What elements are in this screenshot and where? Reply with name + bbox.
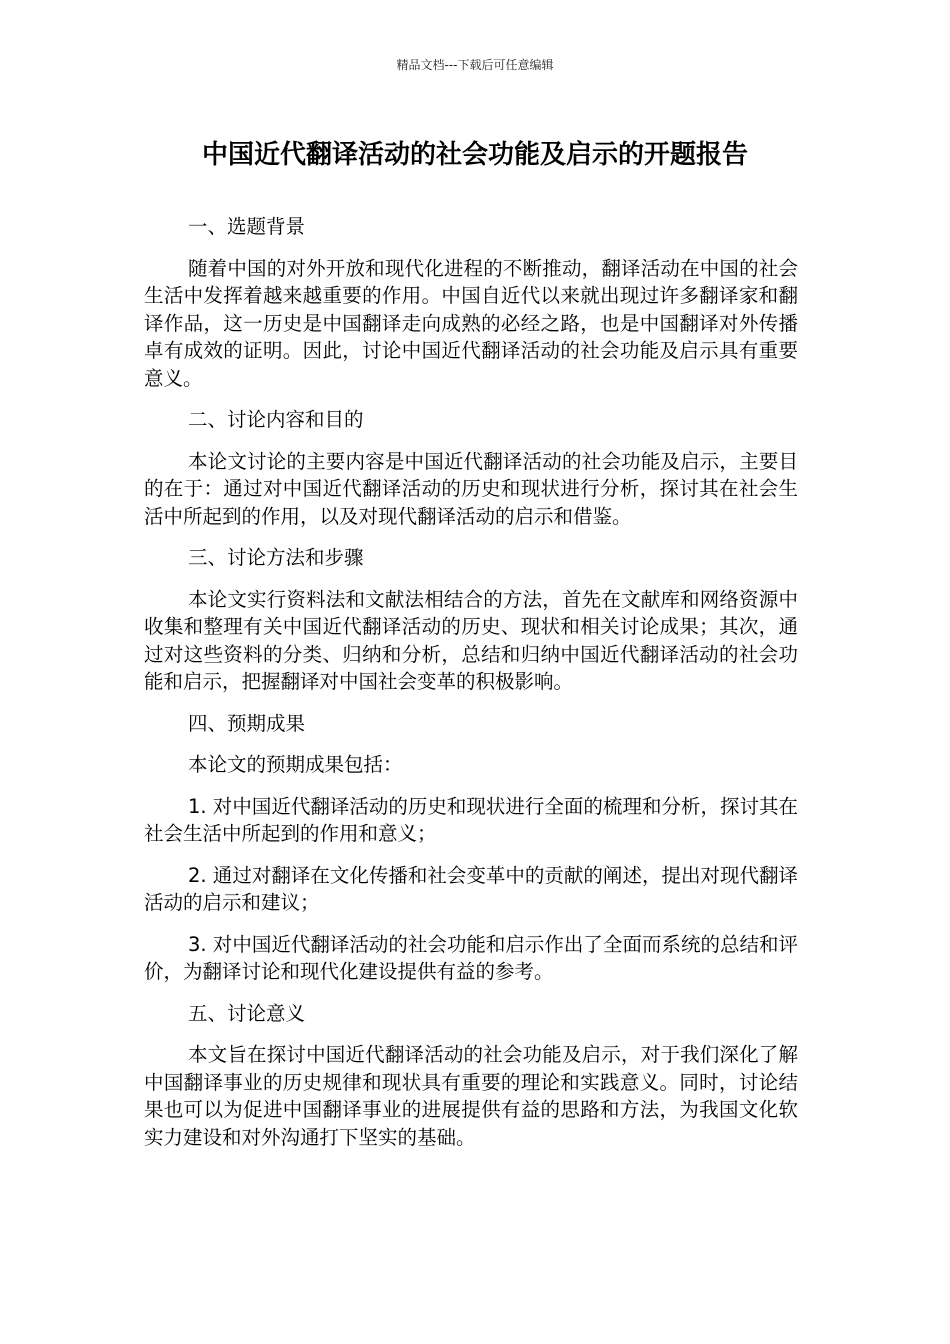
paragraph-content-purpose: 本论文讨论的主要内容是中国近代翻译活动的社会功能及启示，主要目的在于：通过对中国近代翻译活动的历史和现状进行分析，探讨其在社会生活中所起到的作用，以及对现代翻译活动的启示和借鉴。 — [144, 449, 798, 528]
list-item-expected-result-1: 1. 对中国近代翻译活动的历史和现状进行全面的梳理和分析，探讨其在社会生活中所起到的作用和意义； — [144, 794, 798, 845]
section-heading-methods: 三、讨论方法和步骤 — [188, 546, 364, 569]
document-title: 中国近代翻译活动的社会功能及启示的开题报告 — [201, 140, 748, 170]
section-heading-expected-results: 四、预期成果 — [188, 711, 306, 735]
section-heading-significance: 五、讨论意义 — [188, 1001, 306, 1025]
paragraph-significance: 本文旨在探讨中国近代翻译活动的社会功能及启示，对于我们深化了解中国翻译事业的历史规律和现状具有重要的理论和实践意义。同时，讨论结果也可以为促进中国翻译事业的进展提供有益的思路和方法，为我国文化软实力建设和对外沟通打下坚实的基础。 — [144, 1043, 798, 1149]
paragraph-background: 随着中国的对外开放和现代化进程的不断推动，翻译活动在中国的社会生活中发挥着越来越重要的作用。中国自近代以来就出现过许多翻译家和翻译作品，这一历史是中国翻译走向成熟的必经之路，也是中国翻译对外传播卓有成效的证明。因此，讨论中国近代翻译活动的社会功能及启示具有重要意义。 — [144, 256, 798, 390]
section-heading-content-purpose: 二、讨论内容和目的 — [188, 408, 364, 431]
paragraph-expected-results-intro: 本论文的预期成果包括： — [188, 753, 403, 776]
page-header-note: 精品文档---下载后可任意编辑 — [396, 58, 554, 72]
document-body — [144, 213, 798, 1165]
list-item-expected-result-3: 3. 对中国近代翻译活动的社会功能和启示作出了全面而系统的总结和评价，为翻译讨论和现代化建设提供有益的参考。 — [144, 932, 798, 983]
section-heading-background: 一、选题背景 — [188, 215, 306, 238]
list-item-expected-result-2: 2. 通过对翻译在文化传播和社会变革中的贡献的阐述，提出对现代翻译活动的启示和建议； — [144, 863, 798, 914]
paragraph-methods: 本论文实行资料法和文献法相结合的方法，首先在文献库和网络资源中收集和整理有关中国近代翻译活动的历史、现状和相关讨论成果；其次，通过对这些资料的分类、归纳和分析，总结和归纳中国近代翻译活动的社会功能和启示，把握翻译对中国社会变革的积极影响。 — [144, 587, 798, 693]
